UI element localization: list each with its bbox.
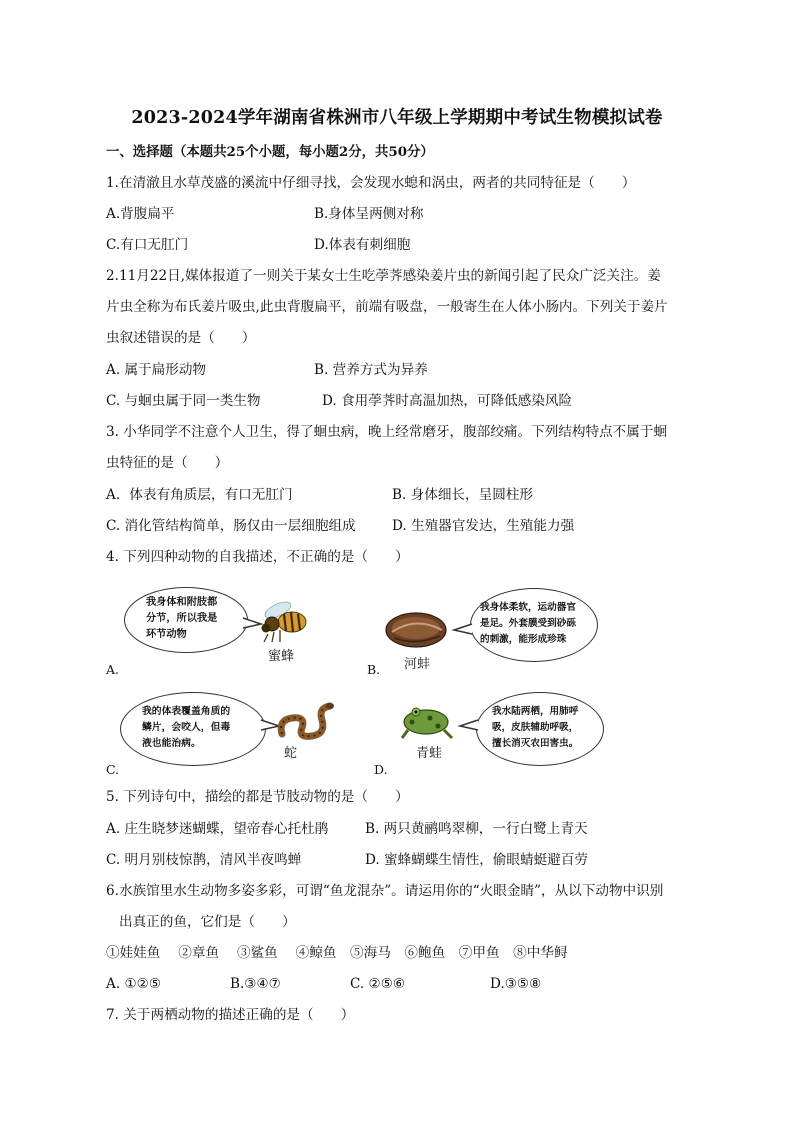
frog-name: 青蛙 <box>416 746 443 761</box>
clam-name: 河蚌 <box>404 657 431 672</box>
q4-option-b-label[interactable]: B. <box>367 662 381 677</box>
frog-text-1: 我水陆两栖，用肺呼 <box>492 706 579 717</box>
frog-text-3: 擅长消灭农田害虫。 <box>492 738 579 749</box>
q6-option-c[interactable]: C. ②⑤⑥ <box>350 976 406 992</box>
page-title: 2023-2024学年湖南省株洲市八年级上学期期中考试生物模拟试卷 <box>131 108 663 128</box>
clam-icon <box>384 608 450 652</box>
q5-option-b[interactable]: B. 两只黄鹂鸣翠柳，一行白鹭上青天 <box>365 821 588 837</box>
q1-option-a[interactable]: A.背腹扁平 <box>106 206 175 222</box>
question-5-stem: 5. 下列诗句中，描绘的都是节肢动物的是（ ） <box>106 789 409 805</box>
snake-icon <box>276 700 334 742</box>
q4-option-a-label[interactable]: A. <box>106 662 120 677</box>
q6-option-b[interactable]: B.③④⑦ <box>230 976 281 992</box>
q2-option-c[interactable]: C. 与蛔虫属于同一类生物 <box>106 393 261 409</box>
clam-text-1: 我身体柔软，运动器官 <box>480 602 576 613</box>
q6-option-d[interactable]: D.③⑤⑧ <box>490 976 542 992</box>
q3-option-a[interactable]: A．体表有角质层，有口无肛门 <box>106 487 293 503</box>
frog-icon <box>398 700 456 740</box>
snake-text-1: 我的体表覆盖角质的 <box>142 706 231 717</box>
q3-option-c[interactable]: C. 消化管结构简单，肠仅由一层细胞组成 <box>106 518 356 534</box>
clam-bubble-tail <box>452 624 474 636</box>
question-4-stem: 4. 下列四种动物的自我描述，不正确的是（ ） <box>106 549 409 565</box>
q1-option-d[interactable]: D.体表有刺细胞 <box>314 237 411 253</box>
frog-bubble-tail <box>458 720 480 732</box>
q3-option-b[interactable]: B. 身体细长，呈圆柱形 <box>392 487 533 503</box>
question-2-line-1: 2.11月22日,媒体报道了一则关于某女士生吃荸荠感染姜片虫的新闻引起了民众广泛关注。姜 <box>106 268 661 284</box>
q2-option-b[interactable]: B. 营养方式为异养 <box>314 362 428 378</box>
q5-option-a[interactable]: A. 庄生晓梦迷蝴蝶，望帝春心托杜鹃 <box>106 821 329 837</box>
snake-text-2: 鳞片，会咬人，但毒 <box>142 722 231 733</box>
section-heading: 一、选择题（本题共25个小题，每小题2分，共50分） <box>106 144 434 160</box>
clam-text-3: 的刺激，能形成珍珠 <box>480 634 567 645</box>
q4-option-c-label[interactable]: C. <box>106 762 120 777</box>
bee-text-1: 我身体和附肢都 <box>146 597 218 608</box>
bee-icon <box>258 600 314 644</box>
q6-option-a[interactable]: A. ①②⑤ <box>106 976 162 992</box>
frog-text-2: 吸，皮肤辅助呼吸， <box>492 722 579 733</box>
question-2-line-2: 片虫全称为布氏姜片吸虫,此虫背腹扁平，前端有吸盘，一般寄生在人体小肠内。下列关于姜片 <box>106 299 668 315</box>
q5-option-d[interactable]: D. 蜜蜂蝴蝶生情性，偷眼蜻蜓避百劳 <box>365 852 588 868</box>
bee-text-3: 环节动物 <box>146 629 187 640</box>
question-7-stem: 7. 关于两栖动物的描述正确的是（ ） <box>106 1007 355 1023</box>
snake-text-3: 液也能治病。 <box>142 738 201 749</box>
bee-name: 蜜蜂 <box>268 649 295 664</box>
question-6-items: ①娃娃鱼 ②章鱼 ③鲨鱼 ④鲸鱼 ⑤海马 ⑥鲍鱼 ⑦甲鱼 ⑧中华鲟 <box>106 945 568 961</box>
snake-name: 蛇 <box>284 746 298 761</box>
q5-option-c[interactable]: C. 明月别枝惊鹊，清风半夜鸣蝉 <box>106 852 302 868</box>
question-3-line-2: 虫特征的是（ ） <box>106 455 229 471</box>
clam-text-2: 是足。外套膜受到砂砾 <box>480 618 576 629</box>
q3-option-d[interactable]: D. 生殖器官发达，生殖能力强 <box>392 518 575 534</box>
question-6-line-2: 出真正的鱼，它们是（ ） <box>119 914 296 930</box>
question-1-stem: 1.在清澈且水草茂盛的溪流中仔细寻找，会发现水螅和涡虫，两者的共同特征是（ ） <box>106 175 636 191</box>
q4-option-d-label[interactable]: D. <box>374 762 388 777</box>
bee-text-2: 分节，所以我是 <box>146 613 218 624</box>
question-3-line-1: 3. 小华同学不注意个人卫生，得了蛔虫病，晚上经常磨牙，腹部绞痛。下列结构特点不属于蛔 <box>106 424 668 440</box>
q2-option-d[interactable]: D. 食用荸荠时高温加热，可降低感染风险 <box>322 393 573 409</box>
q1-option-b[interactable]: B.身体呈两侧对称 <box>314 206 424 222</box>
question-2-line-3: 虫叙述错误的是（ ） <box>106 330 256 346</box>
q2-option-a[interactable]: A. 属于扁形动物 <box>106 362 207 378</box>
q1-option-c[interactable]: C.有口无肛门 <box>106 237 189 253</box>
question-6-line-1: 6.水族馆里水生动物多姿多彩，可谓“鱼龙混杂”。请运用你的“火眼金睛”，从以下动物中识别 <box>106 883 664 899</box>
